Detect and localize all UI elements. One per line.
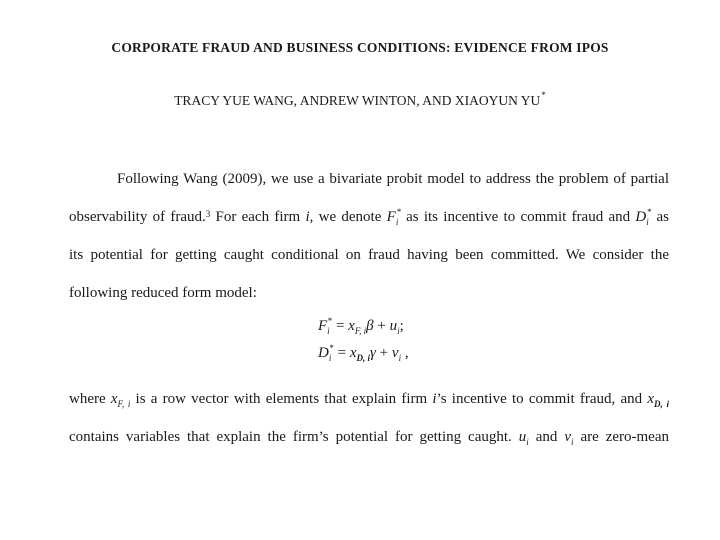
body-line-1: Following Wang (2009), we use a bivariate probit model to address the problem of partial (117, 171, 669, 187)
math-x-Di: $x_{D, i}$ (647, 391, 670, 409)
body-line-4: following reduced form model: (69, 285, 257, 301)
body-line-2: observability of fraud.$^3$ For each firm i, we denote $F_i^*$ as its incentive to commit fraud and $D_i^*$ as (69, 207, 670, 227)
var-i: i (305, 209, 310, 225)
math-D-i-star: $D_i^*$ (635, 207, 652, 227)
author-names: TRACY YUE WANG, ANDREW WINTON, AND XIAOYUN YU (174, 93, 541, 108)
math-u-i: $u_i$ (518, 429, 529, 447)
equation-2: $D_i^* = x_{D, i}\gamma + v_i$ , (318, 343, 409, 363)
body-line-6: contains variables that explain the firm’s potential for getting caught. $u_i$ and $v_i$ are zero-mean (69, 429, 669, 447)
paper-title: CORPORATE FRAUD AND BUSINESS CONDITIONS: EVIDENCE FROM IPOS (111, 40, 609, 55)
math-x-Fi: $x_{F, i}$ (110, 391, 131, 409)
equation-1: $F_i^* = x_{F, i}\beta + u_i$; (318, 316, 404, 336)
author-footnote-mark: * (541, 90, 546, 100)
footnote-ref: 3 (205, 209, 211, 219)
math-F-i-star: $F_i^*$ (386, 207, 401, 227)
paper-authors (0, 90, 720, 109)
math-v-i: $v_i$ (564, 429, 574, 447)
body-line-3: its potential for getting caught conditional on fraud having been committed. We consider the (69, 247, 669, 263)
body-line-5: where $x_{F, i}$ is a row vector with elements that explain firm i’s incentive to commit fraud, and $x_{D, i}$ (69, 391, 670, 409)
